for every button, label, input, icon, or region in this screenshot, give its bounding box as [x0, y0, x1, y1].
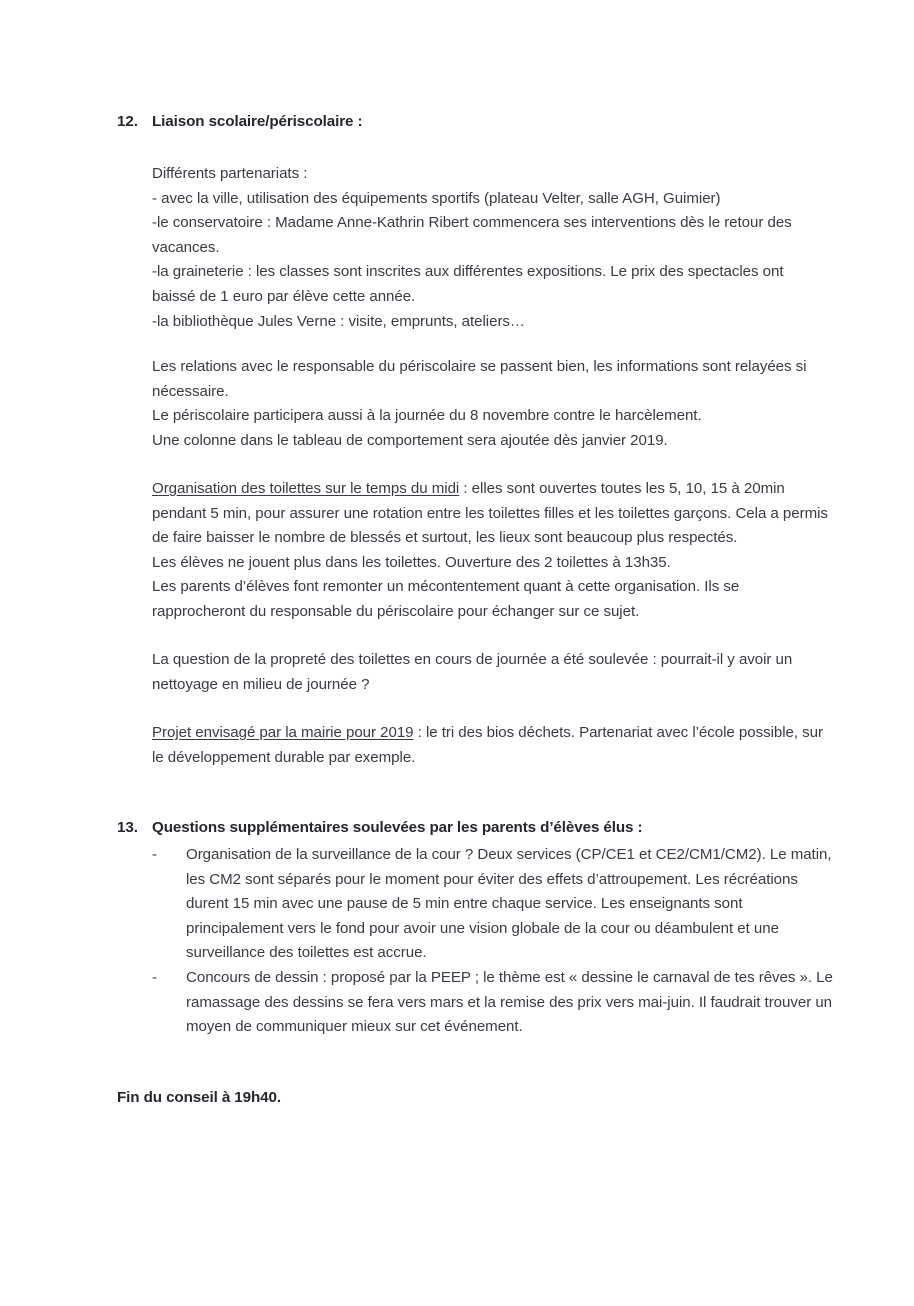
section-heading-12 — [117, 113, 877, 130]
city-project-block — [152, 721, 828, 770]
toilets-organisation-paragraph — [152, 477, 828, 551]
toilets-opening-text: Les élèves ne jouent plus dans les toilettes. Ouverture des 2 toilettes à 13h35. — [152, 553, 671, 571]
closing-line: Fin du conseil à 19h40. — [117, 1089, 281, 1106]
behaviour-table-text: Une colonne dans le tableau de comportement sera ajoutée dès janvier 2019. — [152, 431, 668, 449]
parents-complaint-text: Les parents d’élèves font remonter un mécontentement quant à cette organisation. Ils se rapprocheront du responsable du périscolaire pour échanger sur ce sujet. — [152, 578, 740, 620]
partnership-city: - avec la ville, utilisation des équipements sportifs (plateau Velter, salle AGH, Guimier) — [152, 189, 721, 207]
city-project-paragraph — [152, 721, 828, 770]
section-number-12: 12. — [117, 113, 138, 130]
partnership-graineterie: -la graineterie : les classes sont inscrites aux différentes expositions. Le prix des spectacles ont baissé de 1 euro par élève cette année. — [152, 263, 784, 305]
toilets-organisation-block — [152, 477, 828, 625]
city-project-underlined-title: Projet envisagé par la mairie pour 2019 — [152, 724, 414, 741]
list-item-text: Concours de dessin : proposé par la PEEP ; le thème est « dessine le carnaval de tes rêves ». Le ramassage des dessins se fera vers mars et la remise des prix vers mai-juin. Il faudrait trouver un moyen de communiquer mieux sur cet événement. — [186, 968, 833, 1036]
additional-questions-list — [152, 843, 842, 1040]
section-heading-13 — [117, 819, 877, 836]
partnership-conservatoire: -le conservatoire : Madame Anne-Kathrin Ribert commencera ses interventions dès le retour des vacances. — [152, 214, 792, 256]
toilets-cleanliness-block — [152, 648, 828, 697]
dash-bullet-icon: - — [152, 968, 157, 986]
section-title-12: Liaison scolaire/périscolaire : — [152, 113, 363, 130]
dash-bullet-icon: - — [152, 846, 157, 863]
list-item — [152, 843, 842, 966]
partnerships-block — [152, 162, 828, 334]
harassment-day-text: Le périscolaire participera aussi à la journée du 8 novembre contre le harcèlement. — [152, 407, 702, 425]
toilets-organisation-detail: : elles sont ouvertes toutes les 5, 10, 15 à 20min pendant 5 min, pour assurer une rotation entre les toilettes filles et les toilettes garçons. Cela a permis de faire baisser le nombre de blessés et surtout, les lieux sont beaucoup plus respectés. — [152, 480, 828, 547]
city-project-detail: : le tri des bios déchets. Partenariat avec l’école possible, sur le développement durable par exemple. — [152, 724, 823, 766]
list-item-text: Organisation de la surveillance de la cour ? Deux services (CP/CE1 et CE2/CM1/CM2). Le matin, les CM2 sont séparés pour le moment pour éviter des effets d’attroupement. Les récréations durent 15 min avec une pause de 5 min entre chaque service. Les enseignants sont principalement vers le fond pour avoir une vision globale de la cour ou déambulent et une surveillance des toilettes est accrue. — [186, 846, 832, 962]
cleanliness-question-text: La question de la propreté des toilettes en cours de journée a été soulevée : pourrait-il y avoir un nettoyage en milieu de journée ? — [152, 651, 793, 693]
relations-text: Les relations avec le responsable du périscolaire se passent bien, les informations sont relayées si nécessaire. — [152, 358, 807, 400]
section-title-13: Questions supplémentaires soulevées par les parents d’élèves élus : — [152, 819, 643, 836]
periscolaire-relations-block — [152, 355, 828, 453]
list-item — [152, 966, 842, 1040]
toilets-organisation-underlined-title: Organisation des toilettes sur le temps du midi — [152, 480, 460, 497]
partnerships-intro: Différents partenariats : — [152, 165, 308, 182]
partnership-library: -la bibliothèque Jules Verne : visite, emprunts, ateliers… — [152, 312, 525, 330]
section-number-13: 13. — [117, 819, 138, 836]
